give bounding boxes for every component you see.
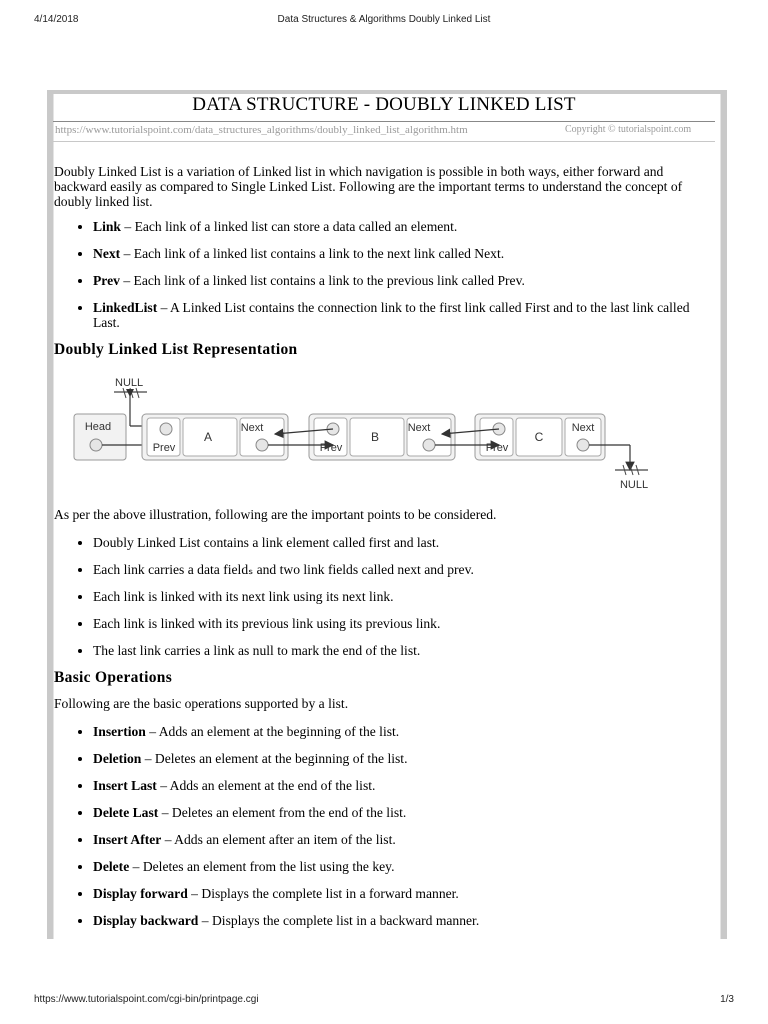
list-item: • Each link is linked with its previous link using its previous link. — [93, 616, 718, 631]
list-item — [93, 886, 718, 901]
copyright-notice: Copyright © tutorialspoint.com — [565, 124, 692, 135]
node-data-label: A — [203, 430, 213, 444]
doubly-linked-list-diagram — [70, 374, 660, 494]
node-data-label: C — [534, 430, 544, 444]
node-b — [309, 414, 455, 460]
list-item — [93, 832, 718, 847]
list-item — [93, 273, 718, 288]
operations-list — [54, 724, 718, 928]
op-label: Insertion — [93, 724, 146, 739]
source-divider — [53, 141, 715, 142]
term-desc: – Each link of a linked list can store a data called an element. — [120, 219, 458, 234]
list-item — [93, 300, 718, 330]
print-date: 4/14/2018 — [34, 14, 79, 25]
node-prev-label: Prev — [152, 442, 176, 454]
node-a — [142, 414, 288, 460]
head-label: Head — [84, 421, 112, 433]
title-box — [53, 94, 715, 118]
list-item — [93, 724, 718, 739]
article-body — [54, 164, 718, 357]
node-next-label: Next — [407, 422, 431, 434]
term-label: Link — [93, 219, 121, 234]
op-desc: – Displays the complete list in a forward manner. — [187, 886, 459, 901]
operations-intro: Following are the basic operations supported by a list. — [54, 696, 349, 711]
term-desc: – A Linked List contains the connection link to the first link called First and to the last link called Last. — [93, 300, 690, 330]
op-label: Insert Last — [93, 778, 157, 793]
node-prev-label: Prev — [485, 442, 509, 454]
illustration-intro: As per the above illustration, following are the important points to be considered. — [54, 507, 497, 522]
title-divider — [53, 121, 715, 122]
op-desc: – Adds an element at the beginning of the list. — [145, 724, 400, 739]
term-desc: – Each link of a linked list contains a link to the next link called Next. — [120, 246, 505, 261]
list-item: • Doubly Linked List contains a link element called first and last. — [93, 535, 718, 550]
op-label: Delete — [93, 859, 130, 874]
null-top-label: NULL — [115, 377, 144, 389]
term-label: Prev — [93, 273, 120, 288]
terms-list — [54, 219, 718, 330]
article-body-continued — [54, 507, 718, 940]
op-label: Delete Last — [93, 805, 159, 820]
op-label: Display forward — [93, 886, 188, 901]
footer-url[interactable]: https://www.tutorialspoint.com/cgi-bin/printpage.cgi — [34, 994, 259, 1005]
print-title: Data Structures & Algorithms Doubly Linked List — [277, 14, 491, 25]
source-row — [53, 124, 715, 140]
list-item — [93, 805, 718, 820]
list-item — [93, 859, 718, 874]
representation-heading: Doubly Linked List Representation — [54, 341, 298, 358]
points-list — [54, 535, 718, 658]
op-label: Insert After — [93, 832, 162, 847]
term-label: Next — [93, 246, 121, 261]
page-title: DATA STRUCTURE - DOUBLY LINKED LIST — [192, 94, 576, 115]
op-desc: – Deletes an element from the end of the list. — [158, 805, 407, 820]
op-desc: – Deletes an element at the beginning of the list. — [141, 751, 408, 766]
node-next-label: Next — [240, 422, 264, 434]
op-desc: – Adds an element after an item of the list. — [161, 832, 396, 847]
list-item — [93, 246, 718, 261]
list-item — [93, 751, 718, 766]
node-c — [475, 414, 605, 460]
list-item: • Each link carries a data fieldₛ and two link fields called next and prev. — [93, 562, 718, 577]
op-desc: – Displays the complete list in a backward manner. — [198, 913, 480, 928]
node-next-label: Next — [571, 422, 595, 434]
op-desc: – Adds an element at the end of the list. — [156, 778, 376, 793]
node-data-label: B — [370, 430, 380, 444]
list-item — [93, 219, 718, 234]
source-link[interactable]: https://www.tutorialspoint.com/data_structures_algorithms/doubly_linked_list_algorithm.htm — [55, 124, 468, 136]
op-desc: – Deletes an element from the list using the key. — [129, 859, 395, 874]
list-item — [93, 913, 718, 928]
list-item: • Each link is linked with its next link using its next link. — [93, 589, 718, 604]
intro-paragraph: Doubly Linked List is a variation of Linked list in which navigation is possible in both ways, either forward and backward easily as compared to Single Linked List. Following are the important terms to understand the concept of doubly linked list. — [54, 164, 683, 209]
op-label: Display backward — [93, 913, 199, 928]
term-label: LinkedList — [93, 300, 158, 315]
node-prev-label: Prev — [319, 442, 343, 454]
list-item: • The last link carries a link as null to mark the end of the list. — [93, 643, 718, 658]
term-desc: – Each link of a linked list contains a link to the previous link called Prev. — [119, 273, 525, 288]
operations-heading: Basic Operations — [54, 669, 173, 686]
null-bottom-label: NULL — [619, 479, 649, 491]
op-label: Deletion — [93, 751, 142, 766]
head-node — [74, 414, 126, 460]
page-number: 1/3 — [720, 994, 734, 1005]
list-item — [93, 778, 718, 793]
